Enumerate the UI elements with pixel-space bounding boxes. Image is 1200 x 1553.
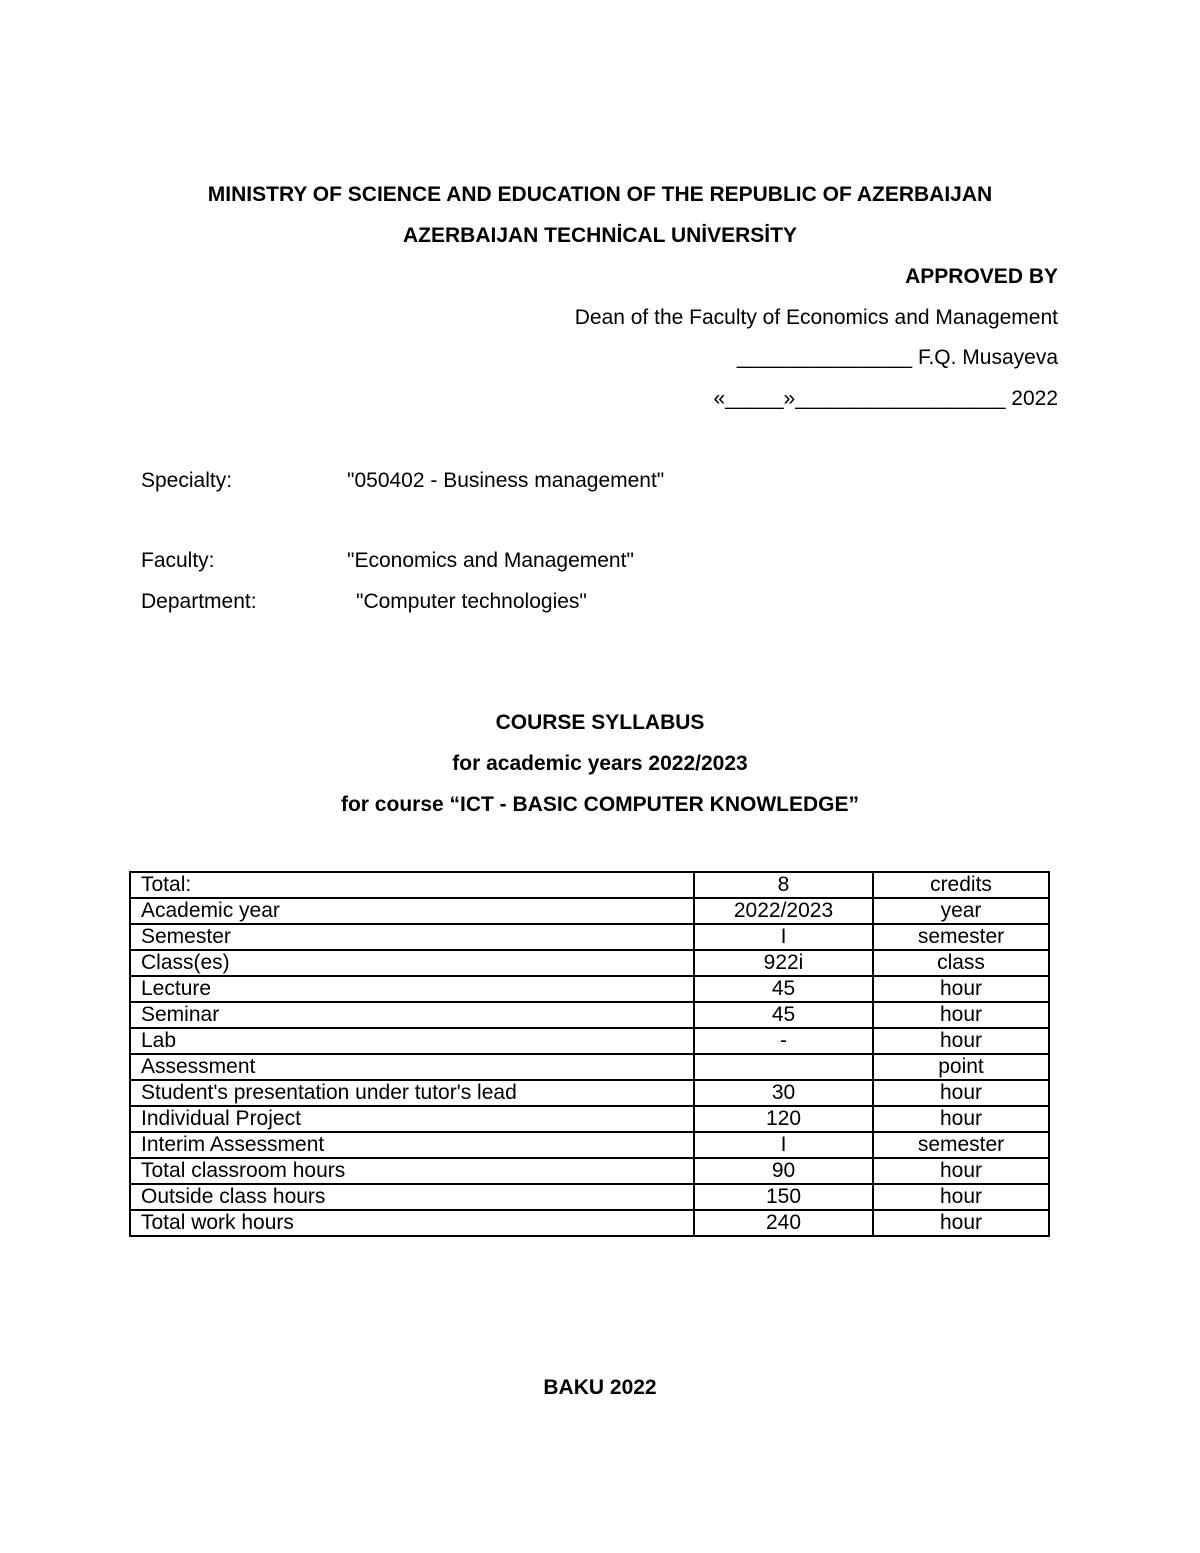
date-line: «_____»__________________ 2022: [713, 387, 1058, 410]
ministry-heading: MINISTRY OF SCIENCE AND EDUCATION OF THE REPUBLIC OF AZERBAIJAN: [207, 183, 993, 206]
approver-position: Dean of the Faculty of Economics and Management: [574, 306, 1058, 329]
department-value: "Computer technologies": [356, 590, 587, 613]
table-row: [130, 1106, 1049, 1132]
approved-by-title: APPROVED BY: [905, 265, 1058, 288]
signature-line: _______________ F.Q. Musayeva: [736, 346, 1058, 369]
syllabus-course: for course “ICT - BASIC COMPUTER KNOWLEDGE”: [340, 793, 860, 816]
row-value: 90: [694, 1158, 873, 1184]
row-value: I: [694, 1132, 873, 1158]
row-unit: point: [873, 1054, 1049, 1080]
row-value: 240: [694, 1210, 873, 1236]
table-row: [130, 1132, 1049, 1158]
table-row: [130, 976, 1049, 1002]
row-unit: hour: [873, 1080, 1049, 1106]
row-label: Interim Assessment: [130, 1132, 694, 1158]
course-summary-table: [129, 871, 1050, 1237]
table-row: [130, 1054, 1049, 1080]
specialty-row: [141, 468, 1041, 494]
table-row: [130, 1158, 1049, 1184]
place-year: BAKU 2022: [543, 1376, 657, 1399]
university-heading: AZERBAIJAN TECHNİCAL UNİVERSİTY: [403, 224, 797, 247]
table-row: [130, 924, 1049, 950]
syllabus-years: for academic years 2022/2023: [452, 752, 748, 775]
faculty-label: Faculty:: [141, 549, 215, 572]
row-value: [694, 1054, 873, 1080]
row-unit: hour: [873, 1158, 1049, 1184]
table-row: [130, 872, 1049, 898]
row-label: Lecture: [130, 976, 694, 1002]
table-row: [130, 950, 1049, 976]
row-label: Total:: [130, 872, 694, 898]
row-unit: credits: [873, 872, 1049, 898]
row-label: Seminar: [130, 1002, 694, 1028]
row-value: I: [694, 924, 873, 950]
row-unit: year: [873, 898, 1049, 924]
row-unit: hour: [873, 1210, 1049, 1236]
row-label: Semester: [130, 924, 694, 950]
row-unit: semester: [873, 1132, 1049, 1158]
specialty-value: "050402 - Business management": [347, 469, 665, 492]
course-summary-body: [130, 872, 1049, 1236]
row-value: 120: [694, 1106, 873, 1132]
row-value: 2022/2023: [694, 898, 873, 924]
row-unit: class: [873, 950, 1049, 976]
row-value: 922i: [694, 950, 873, 976]
row-label: Lab: [130, 1028, 694, 1054]
row-value: 45: [694, 1002, 873, 1028]
row-value: -: [694, 1028, 873, 1054]
row-value: 150: [694, 1184, 873, 1210]
row-label: Student's presentation under tutor's lead: [130, 1080, 694, 1106]
syllabus-title: COURSE SYLLABUS: [495, 711, 705, 734]
table-row: [130, 1080, 1049, 1106]
row-unit: hour: [873, 1028, 1049, 1054]
faculty-value: "Economics and Management": [347, 549, 634, 572]
table-row: [130, 1002, 1049, 1028]
row-label: Assessment: [130, 1054, 694, 1080]
row-label: Total classroom hours: [130, 1158, 694, 1184]
table-row: [130, 1028, 1049, 1054]
row-unit: hour: [873, 1106, 1049, 1132]
faculty-row: [141, 548, 1041, 574]
row-value: 30: [694, 1080, 873, 1106]
specialty-label: Specialty:: [141, 469, 233, 492]
row-value: 45: [694, 976, 873, 1002]
table-row: [130, 1184, 1049, 1210]
department-row: [141, 589, 1041, 615]
row-unit: hour: [873, 1002, 1049, 1028]
table-row: [130, 1210, 1049, 1236]
row-unit: hour: [873, 1184, 1049, 1210]
row-unit: hour: [873, 976, 1049, 1002]
row-value: 8: [694, 872, 873, 898]
department-label: Department:: [141, 590, 257, 613]
row-label: Academic year: [130, 898, 694, 924]
row-label: Class(es): [130, 950, 694, 976]
row-unit: semester: [873, 924, 1049, 950]
table-row: [130, 898, 1049, 924]
row-label: Individual Project: [130, 1106, 694, 1132]
row-label: Outside class hours: [130, 1184, 694, 1210]
row-label: Total work hours: [130, 1210, 694, 1236]
